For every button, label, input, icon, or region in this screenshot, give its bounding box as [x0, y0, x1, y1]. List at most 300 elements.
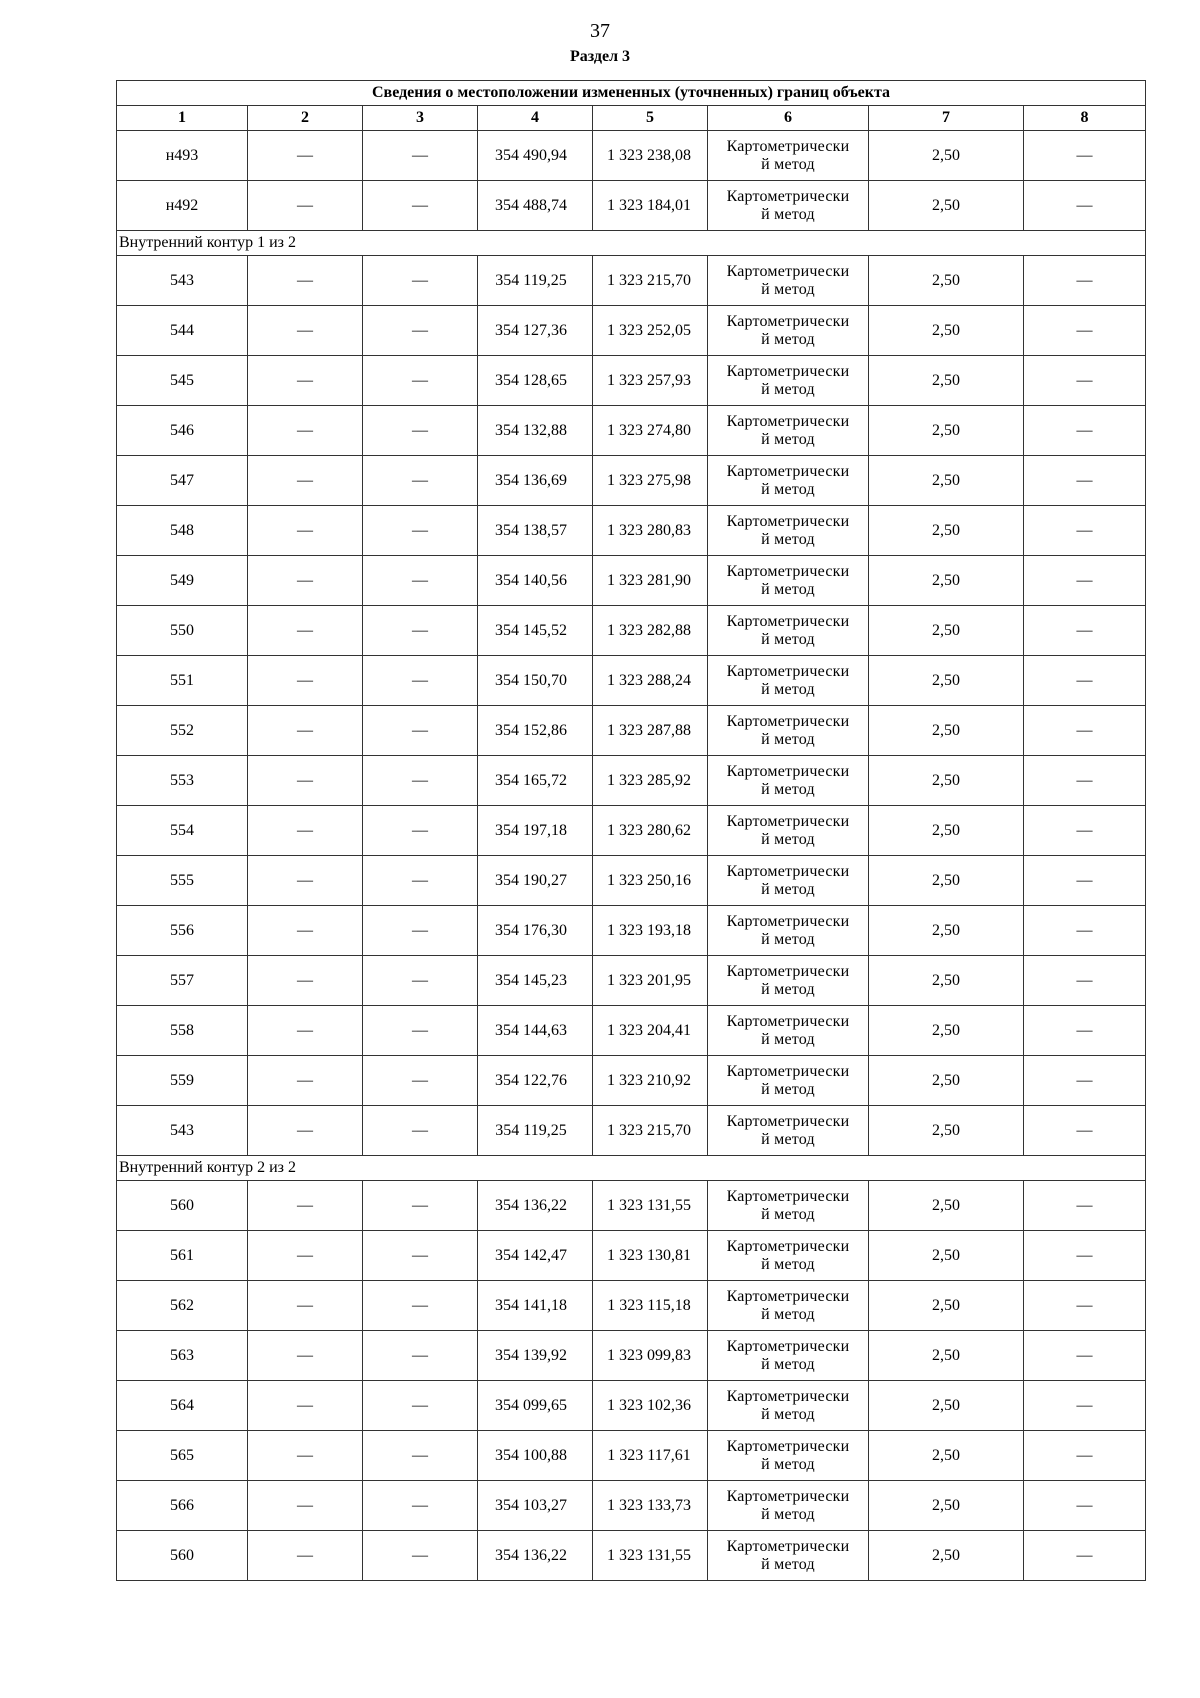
- accuracy-cell: 2,50: [869, 131, 1024, 181]
- method-line-1: Картометрически: [726, 862, 850, 880]
- method-cell: [708, 1381, 869, 1431]
- point-name-cell: 559: [117, 1056, 248, 1106]
- method-cell: [708, 1181, 869, 1231]
- method-cell: [708, 506, 869, 556]
- column-3-cell: —: [363, 406, 478, 456]
- column-2-cell: —: [248, 956, 363, 1006]
- coordinate-x-cell: 354 132,88: [478, 406, 593, 456]
- table-row: [117, 556, 1146, 606]
- column-3-cell: —: [363, 506, 478, 556]
- coordinate-x-cell: 354 197,18: [478, 806, 593, 856]
- column-number-7: 7: [869, 106, 1024, 131]
- point-name-cell: 563: [117, 1331, 248, 1381]
- accuracy-cell: 2,50: [869, 1481, 1024, 1531]
- coordinate-x-cell: 354 144,63: [478, 1006, 593, 1056]
- column-3-cell: —: [363, 1531, 478, 1581]
- column-number-1: 1: [117, 106, 248, 131]
- method-line-2: й метод: [761, 1205, 815, 1223]
- method-line-2: й метод: [761, 155, 815, 173]
- method-line-1: Картометрически: [726, 1112, 850, 1130]
- table-row: [117, 1006, 1146, 1056]
- method-line-1: Картометрически: [726, 412, 850, 430]
- column-2-cell: —: [248, 856, 363, 906]
- method-line-1: Картометрически: [726, 962, 850, 980]
- column-8-cell: —: [1024, 1331, 1146, 1381]
- method-line-2: й метод: [761, 1305, 815, 1323]
- column-8-cell: —: [1024, 1006, 1146, 1056]
- column-8-cell: —: [1024, 1481, 1146, 1531]
- coordinate-x-cell: 354 140,56: [478, 556, 593, 606]
- column-3-cell: —: [363, 706, 478, 756]
- table-row: [117, 956, 1146, 1006]
- column-2-cell: —: [248, 1106, 363, 1156]
- column-3-cell: —: [363, 956, 478, 1006]
- coordinate-y-cell: 1 323 204,41: [593, 1006, 708, 1056]
- column-8-cell: —: [1024, 1381, 1146, 1431]
- method-cell: [708, 606, 869, 656]
- method-cell: [708, 956, 869, 1006]
- table-row: [117, 1331, 1146, 1381]
- method-line-2: й метод: [761, 1555, 815, 1573]
- column-number-6: 6: [708, 106, 869, 131]
- method-cell: [708, 906, 869, 956]
- column-2-cell: —: [248, 906, 363, 956]
- method-cell: [708, 406, 869, 456]
- point-name-cell: 564: [117, 1381, 248, 1431]
- table-row: [117, 181, 1146, 231]
- table-row: [117, 1181, 1146, 1231]
- point-name-cell: 543: [117, 256, 248, 306]
- column-2-cell: —: [248, 706, 363, 756]
- accuracy-cell: 2,50: [869, 456, 1024, 506]
- column-3-cell: —: [363, 756, 478, 806]
- table-row: [117, 506, 1146, 556]
- table-row: [117, 1431, 1146, 1481]
- point-name-cell: 550: [117, 606, 248, 656]
- method-line-1: Картометрически: [726, 512, 850, 530]
- method-line-1: Картометрически: [726, 762, 850, 780]
- column-8-cell: —: [1024, 131, 1146, 181]
- coordinate-x-cell: 354 145,23: [478, 956, 593, 1006]
- point-name-cell: 552: [117, 706, 248, 756]
- method-line-1: Картометрически: [726, 137, 850, 155]
- coordinate-x-cell: 354 119,25: [478, 1106, 593, 1156]
- method-cell: [708, 1531, 869, 1581]
- coordinate-y-cell: 1 323 252,05: [593, 306, 708, 356]
- method-line-1: Картометрически: [726, 1437, 850, 1455]
- method-line-2: й метод: [761, 480, 815, 498]
- table-row: [117, 256, 1146, 306]
- point-name-cell: 548: [117, 506, 248, 556]
- method-line-2: й метод: [761, 930, 815, 948]
- table-caption: Сведения о местоположении измененных (уточненных) границ объекта: [117, 81, 1146, 106]
- contour-label: Внутренний контур 1 из 2: [117, 231, 1146, 256]
- accuracy-cell: 2,50: [869, 1281, 1024, 1331]
- point-name-cell: н492: [117, 181, 248, 231]
- table-row: [117, 1281, 1146, 1331]
- accuracy-cell: 2,50: [869, 1531, 1024, 1581]
- method-line-2: й метод: [761, 980, 815, 998]
- coordinate-x-cell: 354 176,30: [478, 906, 593, 956]
- method-line-1: Картометрически: [726, 1012, 850, 1030]
- column-8-cell: —: [1024, 1231, 1146, 1281]
- point-name-cell: 554: [117, 806, 248, 856]
- point-name-cell: 545: [117, 356, 248, 406]
- method-cell: [708, 1056, 869, 1106]
- coordinate-x-cell: 354 100,88: [478, 1431, 593, 1481]
- column-8-cell: —: [1024, 956, 1146, 1006]
- column-3-cell: —: [363, 906, 478, 956]
- coordinate-y-cell: 1 323 131,55: [593, 1531, 708, 1581]
- table-row: [117, 356, 1146, 406]
- column-3-cell: —: [363, 1431, 478, 1481]
- method-cell: [708, 1231, 869, 1281]
- method-line-1: Картометрически: [726, 1487, 850, 1505]
- column-8-cell: —: [1024, 506, 1146, 556]
- coordinate-x-cell: 354 119,25: [478, 256, 593, 306]
- method-line-2: й метод: [761, 330, 815, 348]
- method-cell: [708, 1481, 869, 1531]
- coordinate-x-cell: 354 490,94: [478, 131, 593, 181]
- method-line-2: й метод: [761, 1030, 815, 1048]
- column-3-cell: —: [363, 556, 478, 606]
- accuracy-cell: 2,50: [869, 1381, 1024, 1431]
- coordinates-table: [116, 80, 1146, 1581]
- coordinate-y-cell: 1 323 275,98: [593, 456, 708, 506]
- column-3-cell: —: [363, 1281, 478, 1331]
- accuracy-cell: 2,50: [869, 256, 1024, 306]
- method-cell: [708, 856, 869, 906]
- coordinate-y-cell: 1 323 287,88: [593, 706, 708, 756]
- column-2-cell: —: [248, 406, 363, 456]
- coordinate-y-cell: 1 323 102,36: [593, 1381, 708, 1431]
- method-line-2: й метод: [761, 580, 815, 598]
- column-8-cell: —: [1024, 806, 1146, 856]
- method-line-1: Картометрически: [726, 362, 850, 380]
- coordinate-x-cell: 354 139,92: [478, 1331, 593, 1381]
- method-line-2: й метод: [761, 880, 815, 898]
- coordinate-x-cell: 354 103,27: [478, 1481, 593, 1531]
- method-line-2: й метод: [761, 380, 815, 398]
- method-cell: [708, 806, 869, 856]
- accuracy-cell: 2,50: [869, 806, 1024, 856]
- coordinate-x-cell: 354 141,18: [478, 1281, 593, 1331]
- column-8-cell: —: [1024, 1281, 1146, 1331]
- accuracy-cell: 2,50: [869, 356, 1024, 406]
- table-row: [117, 1056, 1146, 1106]
- coordinate-x-cell: 354 136,69: [478, 456, 593, 506]
- column-8-cell: —: [1024, 256, 1146, 306]
- column-8-cell: —: [1024, 1056, 1146, 1106]
- column-number-4: 4: [478, 106, 593, 131]
- column-2-cell: —: [248, 1181, 363, 1231]
- coordinate-x-cell: 354 488,74: [478, 181, 593, 231]
- table-row: [117, 306, 1146, 356]
- column-8-cell: —: [1024, 606, 1146, 656]
- accuracy-cell: 2,50: [869, 1006, 1024, 1056]
- column-8-cell: —: [1024, 181, 1146, 231]
- column-2-cell: —: [248, 131, 363, 181]
- coordinate-x-cell: 354 138,57: [478, 506, 593, 556]
- point-name-cell: 560: [117, 1531, 248, 1581]
- method-cell: [708, 706, 869, 756]
- column-3-cell: —: [363, 1231, 478, 1281]
- method-line-2: й метод: [761, 205, 815, 223]
- column-3-cell: —: [363, 656, 478, 706]
- method-cell: [708, 1431, 869, 1481]
- column-3-cell: —: [363, 856, 478, 906]
- coordinate-y-cell: 1 323 215,70: [593, 1106, 708, 1156]
- method-cell: [708, 356, 869, 406]
- method-line-2: й метод: [761, 1130, 815, 1148]
- coordinate-y-cell: 1 323 117,61: [593, 1431, 708, 1481]
- coordinate-x-cell: 354 122,76: [478, 1056, 593, 1106]
- point-name-cell: н493: [117, 131, 248, 181]
- coordinate-x-cell: 354 142,47: [478, 1231, 593, 1281]
- table-row: [117, 456, 1146, 506]
- point-name-cell: 566: [117, 1481, 248, 1531]
- table-row: [117, 856, 1146, 906]
- coordinate-y-cell: 1 323 238,08: [593, 131, 708, 181]
- column-2-cell: —: [248, 1481, 363, 1531]
- method-cell: [708, 456, 869, 506]
- point-name-cell: 549: [117, 556, 248, 606]
- accuracy-cell: 2,50: [869, 606, 1024, 656]
- point-name-cell: 543: [117, 1106, 248, 1156]
- accuracy-cell: 2,50: [869, 556, 1024, 606]
- column-2-cell: —: [248, 656, 363, 706]
- coordinate-y-cell: 1 323 133,73: [593, 1481, 708, 1531]
- table-row: [117, 656, 1146, 706]
- column-2-cell: —: [248, 1281, 363, 1331]
- method-line-2: й метод: [761, 1455, 815, 1473]
- accuracy-cell: 2,50: [869, 956, 1024, 1006]
- point-name-cell: 560: [117, 1181, 248, 1231]
- table-row: [117, 1231, 1146, 1281]
- coordinate-x-cell: 354 128,65: [478, 356, 593, 406]
- column-3-cell: —: [363, 606, 478, 656]
- column-number-2: 2: [248, 106, 363, 131]
- column-3-cell: —: [363, 1381, 478, 1431]
- method-line-1: Картометрически: [726, 562, 850, 580]
- accuracy-cell: 2,50: [869, 1431, 1024, 1481]
- point-name-cell: 558: [117, 1006, 248, 1056]
- coordinate-x-cell: 354 190,27: [478, 856, 593, 906]
- column-2-cell: —: [248, 1056, 363, 1106]
- method-cell: [708, 131, 869, 181]
- column-2-cell: —: [248, 356, 363, 406]
- method-line-2: й метод: [761, 630, 815, 648]
- accuracy-cell: 2,50: [869, 1181, 1024, 1231]
- method-line-1: Картометрически: [726, 612, 850, 630]
- table-body: [117, 131, 1146, 1581]
- method-cell: [708, 1281, 869, 1331]
- column-8-cell: —: [1024, 756, 1146, 806]
- table-row: [117, 906, 1146, 956]
- point-name-cell: 557: [117, 956, 248, 1006]
- accuracy-cell: 2,50: [869, 706, 1024, 756]
- coordinate-y-cell: 1 323 285,92: [593, 756, 708, 806]
- column-2-cell: —: [248, 1381, 363, 1431]
- column-2-cell: —: [248, 506, 363, 556]
- method-cell: [708, 1006, 869, 1056]
- column-3-cell: —: [363, 806, 478, 856]
- coordinate-y-cell: 1 323 280,83: [593, 506, 708, 556]
- method-line-2: й метод: [761, 730, 815, 748]
- method-line-1: Картометрически: [726, 1337, 850, 1355]
- accuracy-cell: 2,50: [869, 1231, 1024, 1281]
- method-line-1: Картометрически: [726, 812, 850, 830]
- column-8-cell: —: [1024, 306, 1146, 356]
- section-title: Раздел 3: [569, 48, 631, 65]
- method-line-2: й метод: [761, 430, 815, 448]
- column-8-cell: —: [1024, 356, 1146, 406]
- column-8-cell: —: [1024, 706, 1146, 756]
- column-3-cell: —: [363, 456, 478, 506]
- column-3-cell: —: [363, 1331, 478, 1381]
- method-line-1: Картометрически: [726, 662, 850, 680]
- column-8-cell: —: [1024, 856, 1146, 906]
- column-3-cell: —: [363, 256, 478, 306]
- method-line-2: й метод: [761, 1405, 815, 1423]
- coordinate-x-cell: 354 152,86: [478, 706, 593, 756]
- column-8-cell: —: [1024, 656, 1146, 706]
- method-line-1: Картометрически: [726, 1387, 850, 1405]
- column-2-cell: —: [248, 556, 363, 606]
- method-line-2: й метод: [761, 830, 815, 848]
- column-2-cell: —: [248, 1331, 363, 1381]
- column-8-cell: —: [1024, 456, 1146, 506]
- column-8-cell: —: [1024, 906, 1146, 956]
- coordinate-x-cell: 354 127,36: [478, 306, 593, 356]
- method-line-1: Картометрически: [726, 1537, 850, 1555]
- contour-label: Внутренний контур 2 из 2: [117, 1156, 1146, 1181]
- method-line-1: Картометрически: [726, 1062, 850, 1080]
- table-row: [117, 706, 1146, 756]
- table-row: [117, 606, 1146, 656]
- method-line-1: Картометрически: [726, 262, 850, 280]
- contour-heading-row: [117, 1156, 1146, 1181]
- coordinate-x-cell: 354 136,22: [478, 1531, 593, 1581]
- point-name-cell: 565: [117, 1431, 248, 1481]
- column-2-cell: —: [248, 306, 363, 356]
- accuracy-cell: 2,50: [869, 506, 1024, 556]
- method-line-1: Картометрически: [726, 1237, 850, 1255]
- method-cell: [708, 181, 869, 231]
- coordinate-y-cell: 1 323 201,95: [593, 956, 708, 1006]
- column-2-cell: —: [248, 1531, 363, 1581]
- accuracy-cell: 2,50: [869, 756, 1024, 806]
- coordinate-x-cell: 354 099,65: [478, 1381, 593, 1431]
- page-number: 37: [590, 20, 610, 42]
- coordinate-x-cell: 354 145,52: [478, 606, 593, 656]
- column-3-cell: —: [363, 181, 478, 231]
- method-line-1: Картометрически: [726, 312, 850, 330]
- point-name-cell: 553: [117, 756, 248, 806]
- coordinate-y-cell: 1 323 215,70: [593, 256, 708, 306]
- column-2-cell: —: [248, 756, 363, 806]
- method-line-2: й метод: [761, 1505, 815, 1523]
- accuracy-cell: 2,50: [869, 856, 1024, 906]
- coordinate-y-cell: 1 323 280,62: [593, 806, 708, 856]
- method-line-1: Картометрически: [726, 462, 850, 480]
- column-2-cell: —: [248, 1231, 363, 1281]
- column-3-cell: —: [363, 1006, 478, 1056]
- coordinate-y-cell: 1 323 210,92: [593, 1056, 708, 1106]
- point-name-cell: 551: [117, 656, 248, 706]
- accuracy-cell: 2,50: [869, 406, 1024, 456]
- table-row: [117, 1381, 1146, 1431]
- table-row: [117, 1481, 1146, 1531]
- coordinate-y-cell: 1 323 281,90: [593, 556, 708, 606]
- coordinate-y-cell: 1 323 250,16: [593, 856, 708, 906]
- accuracy-cell: 2,50: [869, 656, 1024, 706]
- table-row: [117, 806, 1146, 856]
- column-2-cell: —: [248, 806, 363, 856]
- method-line-2: й метод: [761, 530, 815, 548]
- method-line-1: Картометрически: [726, 187, 850, 205]
- method-line-1: Картометрически: [726, 1287, 850, 1305]
- accuracy-cell: 2,50: [869, 906, 1024, 956]
- point-name-cell: 562: [117, 1281, 248, 1331]
- column-2-cell: —: [248, 606, 363, 656]
- column-3-cell: —: [363, 1056, 478, 1106]
- table-row: [117, 1106, 1146, 1156]
- column-number-3: 3: [363, 106, 478, 131]
- column-8-cell: —: [1024, 1431, 1146, 1481]
- column-number-5: 5: [593, 106, 708, 131]
- column-3-cell: —: [363, 1181, 478, 1231]
- coordinate-x-cell: 354 150,70: [478, 656, 593, 706]
- column-8-cell: —: [1024, 1106, 1146, 1156]
- accuracy-cell: 2,50: [869, 1056, 1024, 1106]
- method-line-2: й метод: [761, 280, 815, 298]
- column-2-cell: —: [248, 1431, 363, 1481]
- coordinate-y-cell: 1 323 282,88: [593, 606, 708, 656]
- coordinate-x-cell: 354 165,72: [478, 756, 593, 806]
- method-line-2: й метод: [761, 1355, 815, 1373]
- method-line-2: й метод: [761, 1080, 815, 1098]
- column-2-cell: —: [248, 256, 363, 306]
- method-line-2: й метод: [761, 680, 815, 698]
- accuracy-cell: 2,50: [869, 306, 1024, 356]
- accuracy-cell: 2,50: [869, 181, 1024, 231]
- column-3-cell: —: [363, 1481, 478, 1531]
- column-3-cell: —: [363, 356, 478, 406]
- table-row: [117, 406, 1146, 456]
- point-name-cell: 561: [117, 1231, 248, 1281]
- table-row: [117, 756, 1146, 806]
- coordinate-y-cell: 1 323 193,18: [593, 906, 708, 956]
- coordinate-x-cell: 354 136,22: [478, 1181, 593, 1231]
- point-name-cell: 547: [117, 456, 248, 506]
- column-2-cell: —: [248, 181, 363, 231]
- accuracy-cell: 2,50: [869, 1331, 1024, 1381]
- column-2-cell: —: [248, 1006, 363, 1056]
- coordinate-y-cell: 1 323 274,80: [593, 406, 708, 456]
- method-cell: [708, 1106, 869, 1156]
- method-cell: [708, 756, 869, 806]
- point-name-cell: 556: [117, 906, 248, 956]
- column-3-cell: —: [363, 1106, 478, 1156]
- method-cell: [708, 656, 869, 706]
- column-number-8: 8: [1024, 106, 1146, 131]
- column-8-cell: —: [1024, 556, 1146, 606]
- coordinate-y-cell: 1 323 184,01: [593, 181, 708, 231]
- table-row: [117, 131, 1146, 181]
- accuracy-cell: 2,50: [869, 1106, 1024, 1156]
- contour-heading-row: [117, 231, 1146, 256]
